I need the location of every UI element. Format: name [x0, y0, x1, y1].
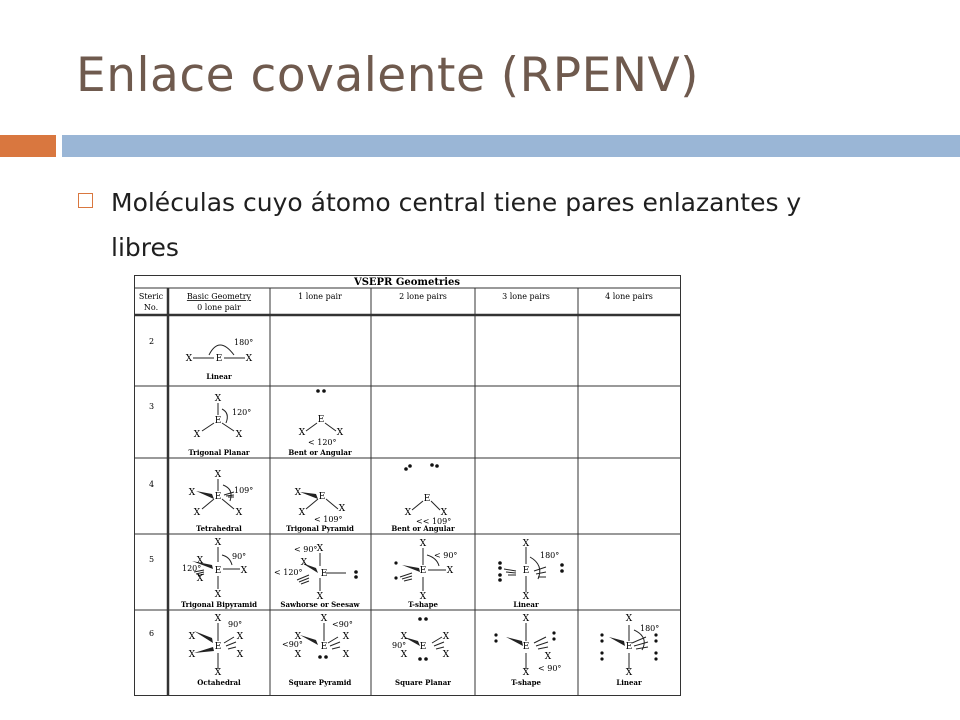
slide-title: Enlace covalente (RPENV) [76, 48, 699, 103]
header-zero-lone-pair: 0 lone pair [197, 303, 241, 312]
angle-label: < 90° [538, 664, 562, 673]
geom-trigonal-pyramid: Trigonal Pyramid [286, 524, 354, 533]
header-steric-no: No. [143, 303, 159, 312]
angle-label: 120° [232, 408, 252, 417]
atom-x: X [625, 614, 633, 624]
atom-x: X [235, 508, 243, 518]
atom-x: X [625, 668, 633, 678]
geom-linear: Linear [206, 372, 232, 381]
steric-4: 4 [149, 480, 155, 489]
header-3-lone-pairs: 3 lone pairs [502, 292, 550, 301]
atom-e: E [320, 569, 328, 579]
atom-x: X [294, 632, 302, 642]
atom-e: E [214, 642, 222, 652]
vsepr-table: X VSEPR Geometries Steric No. Basic Geometry 0 lone pair 1 lone pair 2 lone pairs 3 lone pairs 4 lone pairs 2 3 4 5 6 Linear Trigonal Planar Bent or Angular Tetrahedral Trigonal Pyramid Bent or Angular Trigonal Bipyramid Sawhorse or Seesaw T-shape Linear Octahedral Square Pyramid Square Planar T-shape Linear X E X X E X X E X X X E X X X E X X X E X X X E X X X X X E X X X E X X X E X X E X X X X X X E X X X X E X X X X X E X X X E X 180° 120° < 120° 109° < 109° << 109° 90° 120° < 90° < 120° < 90° 180° 90° <90° <90° 90° < 90° 180° [134, 275, 682, 701]
atom-x: X [294, 650, 302, 660]
atom-e: E [318, 492, 326, 502]
angle-label: < 90° [294, 545, 318, 554]
header-2-lone-pairs: 2 lone pairs [399, 292, 447, 301]
steric-5: 5 [149, 555, 155, 564]
geom-square-pyramid: Square Pyramid [288, 678, 352, 687]
atom-x: X [419, 592, 427, 602]
atom-x: X [196, 556, 204, 566]
table-title: VSEPR Geometries [353, 277, 461, 288]
atom-x: X [188, 488, 196, 498]
atom-x: X [214, 394, 222, 404]
angle-label: <90° [282, 640, 303, 649]
geom-trigonal-bipyramid: Trigonal Bipyramid [180, 600, 258, 609]
atom-x: X [236, 632, 244, 642]
geom-tetrahedral: Tetrahedral [196, 524, 242, 533]
geom-trigonal-planar: Trigonal Planar [188, 448, 250, 457]
angle-label: 180° [540, 551, 560, 560]
header-steric: Steric [138, 292, 164, 301]
angle-label: 90° [228, 620, 243, 629]
angle-label: < 120° [274, 568, 303, 577]
atom-x: X [446, 566, 454, 576]
bullet-text: Moléculas cuyo átomo central tiene pares enlazantes y libres [111, 188, 802, 262]
atom-x: X [235, 430, 243, 440]
atom-x: X [214, 614, 222, 624]
atom-e: E [317, 415, 325, 425]
atom-x: X [193, 508, 201, 518]
steric-6: 6 [149, 629, 155, 638]
angle-label: << 109° [416, 517, 452, 526]
angle-label: 90° [392, 641, 407, 650]
geom-bent-4: Bent or Angular [391, 524, 455, 533]
accent-bar-blue [62, 135, 960, 157]
geom-linear-5: Linear [513, 600, 539, 609]
atom-e: E [625, 642, 633, 652]
atom-e: E [419, 566, 427, 576]
bullet-square-icon [78, 193, 93, 208]
atom-e: E [423, 494, 431, 504]
atom-x: X [188, 632, 196, 642]
angle-label: <90° [332, 620, 353, 629]
steric-2: 2 [149, 337, 155, 346]
atom-x: X [214, 470, 222, 480]
atom-x: X [300, 558, 308, 568]
atom-x: X [336, 428, 344, 438]
atom-x: X [236, 650, 244, 660]
accent-bar-orange [0, 135, 56, 157]
angle-label: < 120° [308, 438, 337, 447]
atom-x: X [522, 614, 530, 624]
angle-label: 90° [232, 552, 247, 561]
atom-x: X [522, 668, 530, 678]
atom-x: X [400, 650, 408, 660]
atom-x: X [342, 632, 350, 642]
atom-x: X [440, 508, 448, 518]
angle-label: 120° [182, 564, 202, 573]
atom-e: E [522, 566, 530, 576]
atom-e: E [214, 566, 222, 576]
atom-x: X [342, 650, 350, 660]
atom-e: E [214, 416, 222, 426]
atom-e: E [214, 492, 222, 502]
geom-sawhorse: Sawhorse or Seesaw [280, 600, 360, 609]
atom-e: E [522, 642, 530, 652]
header-4-lone-pairs: 4 lone pairs [605, 292, 653, 301]
atom-x: X [196, 574, 204, 584]
atom-x: X [404, 508, 412, 518]
atom-e: E [320, 642, 328, 652]
atom-x: X [316, 544, 324, 554]
geom-square-planar: Square Planar [395, 678, 451, 687]
angle-label: < 90° [434, 551, 458, 560]
atom-e: E [215, 354, 223, 364]
atom-x: X [298, 508, 306, 518]
atom-x: X [316, 592, 324, 602]
header-1-lone-pair: 1 lone pair [298, 292, 342, 301]
atom-x: X [338, 504, 346, 514]
atom-x: X [419, 539, 427, 549]
atom-x: X [214, 538, 222, 548]
atom-x: X [522, 539, 530, 549]
atom-e: E [419, 642, 427, 652]
atom-x: X [544, 652, 552, 662]
atom-x: X [185, 354, 193, 364]
geom-linear-6: Linear [616, 678, 642, 687]
atom-x: X [294, 488, 302, 498]
atom-x: X [245, 354, 253, 364]
atom-x: X [442, 650, 450, 660]
atom-x: X [522, 592, 530, 602]
angle-label: 180° [640, 624, 660, 633]
angle-label: 109° [234, 486, 254, 495]
atom-x: X [188, 650, 196, 660]
atom-x: X [193, 430, 201, 440]
geom-t-shape-5: T-shape [408, 600, 438, 609]
atom-x: X [240, 566, 248, 576]
geom-bent-3: Bent or Angular [288, 448, 352, 457]
angle-label: 180° [234, 338, 254, 347]
atom-x: X [298, 428, 306, 438]
angle-label: < 109° [314, 515, 343, 524]
atom-x: X [320, 614, 328, 624]
steric-3: 3 [149, 402, 155, 411]
geom-octahedral: Octahedral [197, 678, 241, 687]
atom-x: X [442, 632, 450, 642]
header-basic-geometry: Basic Geometry [186, 292, 252, 301]
atom-x: X [400, 632, 408, 642]
atom-x: X [214, 590, 222, 600]
geom-t-shape-6: T-shape [511, 678, 541, 687]
atom-x: X [214, 668, 222, 678]
